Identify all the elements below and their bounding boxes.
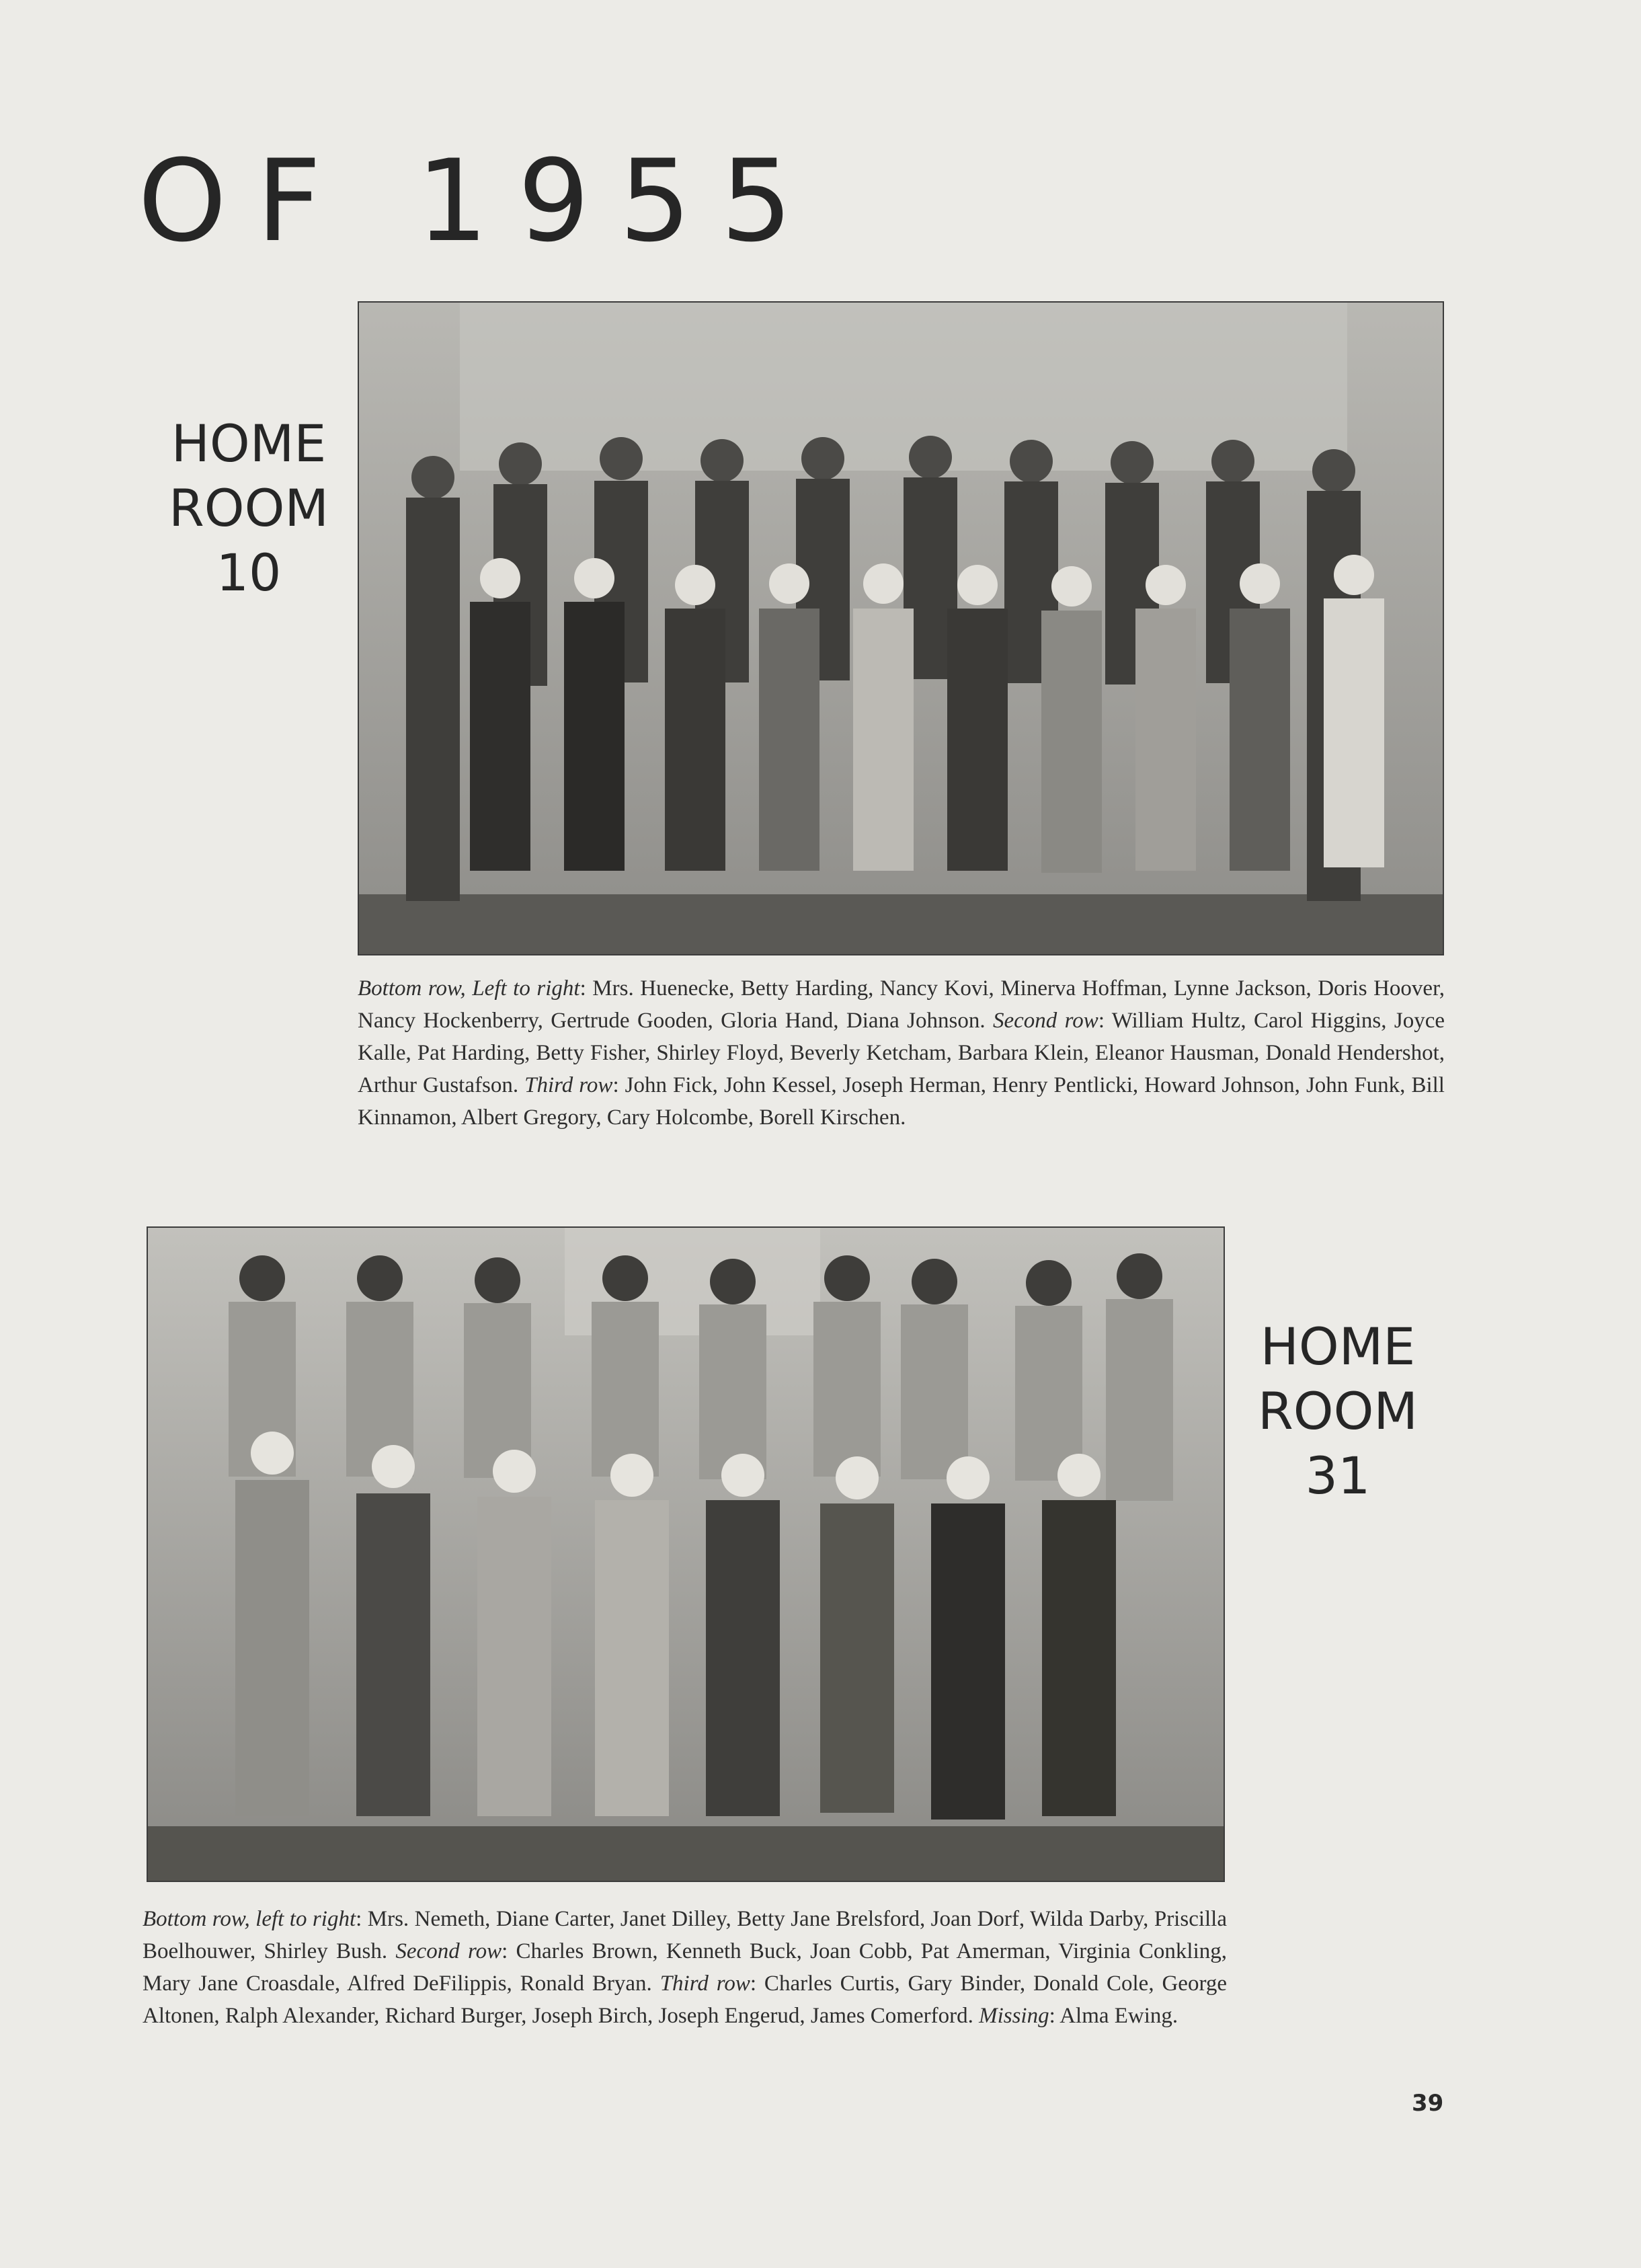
homeroom-label-line: HOME <box>171 414 327 473</box>
homeroom-31-label <box>1240 1315 1435 1508</box>
caption-names: : Charles Curtis, Gary Binder, Donald Cole, George Altonen, Ralph Alexander, Richard Burger, Joseph Birch, Joseph Engerud, James Comerford. <box>143 1971 1227 2028</box>
homeroom-label-line: 10 <box>216 543 282 602</box>
caption-names: : Mrs. Nemeth, Diane Carter, Janet Dilley, Betty Jane Brelsford, Joan Dorf, Wilda Darby, Priscilla Boelhouwer, Shirley Bush. <box>143 1907 1227 1963</box>
homeroom-label-line: ROOM <box>1257 1381 1418 1441</box>
caption-row-label: Third row <box>524 1073 613 1097</box>
caption-row-label: Second row <box>395 1939 502 1963</box>
page-title: OF 1955 <box>138 135 822 267</box>
homeroom-label-line: HOME <box>1260 1317 1416 1376</box>
group-photo-image <box>148 1228 1224 1881</box>
caption-row-label: Second row <box>992 1009 1098 1033</box>
caption-names: : Charles Brown, Kenneth Buck, Joan Cobb, Pat Amerman, Virginia Conkling, Mary Jane Croasdale, Alfred DeFilippis, Ronald Bryan. <box>143 1939 1227 1996</box>
caption-names: : John Fick, John Kessel, Joseph Herman, Henry Pentlicki, Howard Johnson, John Funk, Bill Kinnamon, Albert Gregory, Cary Holcombe, Borell Kirschen. <box>358 1073 1445 1130</box>
caption-names: : Alma Ewing. <box>1049 2004 1178 2028</box>
group-photo-image <box>359 303 1443 954</box>
homeroom-label-line: ROOM <box>168 478 329 538</box>
caption-names: : William Hultz, Carol Higgins, Joyce Kalle, Pat Harding, Betty Fisher, Shirley Floyd, Beverly Ketcham, Barbara Klein, Eleanor Hausman, Donald Hendershot, Arthur Gustafson. <box>358 1009 1445 1097</box>
caption-row-label: Bottom row, left to right <box>143 1907 356 1931</box>
homeroom-31-caption <box>143 1903 1227 2032</box>
homeroom-10-label <box>151 412 346 605</box>
homeroom-10-caption <box>358 972 1445 1134</box>
caption-row-label: Missing <box>979 2004 1049 2028</box>
homeroom-label-line: 31 <box>1305 1446 1371 1506</box>
caption-row-label: Bottom row, Left to right <box>358 976 580 1001</box>
caption-names: : Mrs. Huenecke, Betty Harding, Nancy Kovi, Minerva Hoffman, Lynne Jackson, Doris Hoover, Nancy Hockenberry, Gertrude Gooden, Gloria Hand, Diana Johnson. <box>358 976 1445 1033</box>
homeroom-31-group-photo <box>147 1226 1225 1882</box>
homeroom-10-group-photo <box>358 301 1444 955</box>
caption-row-label: Third row <box>659 1971 750 1996</box>
page-number: 39 <box>1412 2090 1444 2117</box>
